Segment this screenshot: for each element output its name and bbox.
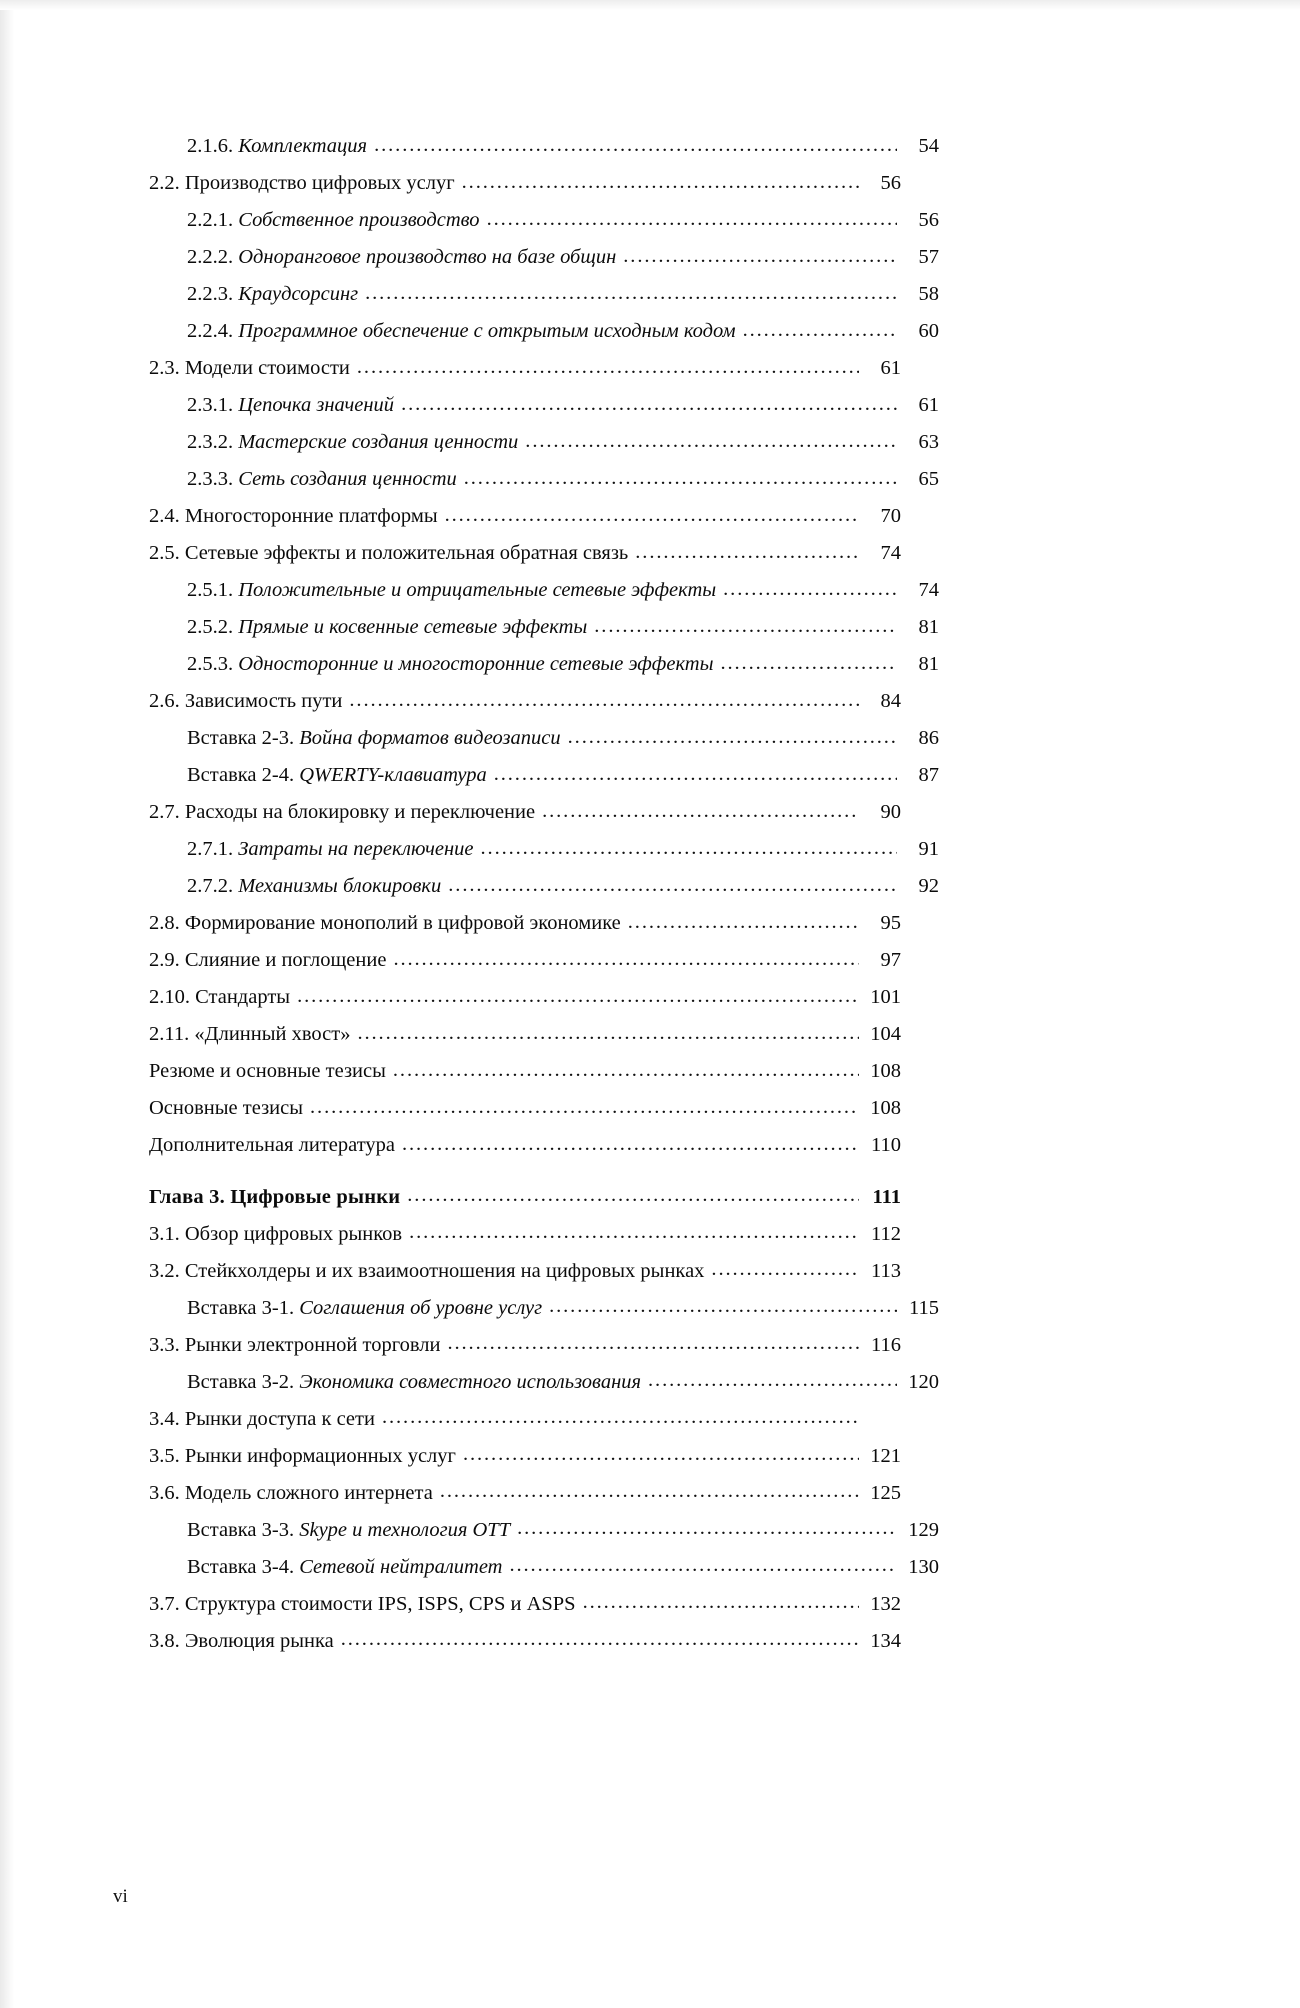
toc-entry[interactable] xyxy=(149,284,939,305)
toc-entry-page-number: 108 xyxy=(870,1097,901,1119)
toc-entry-title: Прямые и косвенные сетевые эффекты xyxy=(238,616,588,638)
toc-entry-label xyxy=(187,321,743,342)
toc-entry-label xyxy=(187,580,723,601)
toc-entry-number: Вставка 3-4. xyxy=(187,1555,295,1578)
toc-entry-label xyxy=(187,1557,509,1578)
toc-entry-page-number: 97 xyxy=(880,949,901,971)
toc-entry-number: 2.7.1. xyxy=(187,838,234,860)
toc-dot-leader xyxy=(374,136,897,157)
toc-dot-leader xyxy=(509,1557,897,1578)
toc-entry-page-number: 86 xyxy=(918,727,939,749)
toc-entry[interactable] xyxy=(149,321,939,342)
toc-entry-label xyxy=(187,284,365,305)
toc-entry-number: 2.6. xyxy=(149,690,180,712)
toc-entry-title: Резюме и основные тезисы xyxy=(149,1060,386,1082)
toc-entry-number: 2.5.3. xyxy=(187,653,234,675)
toc-dot-leader xyxy=(393,950,859,971)
toc-dot-leader xyxy=(409,1224,859,1245)
scan-edge-top xyxy=(0,0,1300,10)
toc-entry-label xyxy=(149,1024,357,1045)
table-of-contents xyxy=(149,135,939,1668)
toc-entry[interactable] xyxy=(149,1631,901,1652)
toc-entry-page-number: 60 xyxy=(918,320,939,342)
toc-dot-leader xyxy=(393,1061,859,1082)
toc-dot-leader xyxy=(401,395,897,416)
toc-entry-title: Модели стоимости xyxy=(184,357,350,379)
toc-entry-title: Эволюция рынка xyxy=(184,1629,334,1652)
toc-entry[interactable] xyxy=(149,728,939,749)
toc-entry-number: 2.3.1. xyxy=(187,394,234,416)
toc-dot-leader xyxy=(743,321,897,342)
toc-entry-page-number: 81 xyxy=(918,616,939,638)
toc-entry-number: 3.1. xyxy=(149,1222,180,1245)
toc-dot-leader xyxy=(594,617,897,638)
toc-entry-label xyxy=(149,1224,409,1245)
toc-entry-page-number: 110 xyxy=(871,1134,901,1156)
toc-entry[interactable] xyxy=(149,358,901,379)
toc-dot-leader xyxy=(525,432,897,453)
toc-entry-label xyxy=(149,1483,440,1504)
toc-dot-leader xyxy=(341,1631,859,1652)
toc-dot-leader xyxy=(357,358,859,379)
toc-entry-label xyxy=(187,1372,648,1393)
toc-entry-page-number: 121 xyxy=(870,1444,901,1467)
toc-dot-leader xyxy=(464,469,897,490)
toc-entry-number: 2.5.1. xyxy=(187,579,234,601)
toc-entry-title: Стейкхолдеры и их взаимоотношения на цифровых рынках xyxy=(184,1259,705,1282)
toc-dot-leader xyxy=(635,543,859,564)
toc-entry-number: 2.7. xyxy=(149,801,180,823)
toc-entry-page-number: 57 xyxy=(918,246,939,268)
toc-entry[interactable] xyxy=(149,1372,939,1393)
toc-entry-label xyxy=(149,173,462,194)
toc-entry-page-number: 101 xyxy=(870,986,901,1008)
toc-entry-page-number: 129 xyxy=(908,1518,939,1541)
toc-entry-label xyxy=(149,1135,402,1156)
toc-entry-title: Структура стоимости IPS, ISPS, CPS и ASPS xyxy=(184,1592,576,1615)
toc-entry-label xyxy=(149,1061,393,1082)
toc-dot-leader xyxy=(382,1409,859,1430)
toc-dot-leader xyxy=(720,654,897,675)
toc-entry-label xyxy=(149,1335,447,1356)
toc-dot-leader xyxy=(628,913,859,934)
toc-entry-number: 2.2. xyxy=(149,172,180,194)
toc-dot-leader xyxy=(723,580,897,601)
toc-entry-page-number: 65 xyxy=(918,468,939,490)
toc-entry[interactable] xyxy=(149,1098,901,1119)
toc-entry-number: Вставка 2-4. xyxy=(187,764,295,786)
toc-entry[interactable] xyxy=(149,173,901,194)
toc-entry[interactable] xyxy=(149,839,939,860)
toc-entry-title: Затраты на переключение xyxy=(238,838,474,860)
toc-entry-number: Глава 3. xyxy=(149,1185,225,1208)
toc-entry-title: Обзор цифровых рынков xyxy=(184,1222,403,1245)
toc-entry-title: Модель сложного интернета xyxy=(184,1481,433,1504)
toc-entry-page-number: 70 xyxy=(880,505,901,527)
toc-entry-label xyxy=(149,913,628,934)
toc-entry-label xyxy=(149,506,445,527)
toc-dot-leader xyxy=(310,1098,859,1119)
toc-entry-label xyxy=(149,1098,310,1119)
toc-dot-leader xyxy=(568,728,897,749)
toc-entry-page-number: 108 xyxy=(870,1060,901,1082)
toc-entry-number: Вставка 2-3. xyxy=(187,727,295,749)
toc-dot-leader xyxy=(487,210,897,231)
toc-dot-leader xyxy=(542,802,859,823)
toc-entry[interactable] xyxy=(149,1298,939,1319)
toc-entry-number: 3.4. xyxy=(149,1407,180,1430)
toc-entry-title: Цифровые рынки xyxy=(230,1185,401,1208)
toc-entry-title: Дополнительная литература xyxy=(149,1134,395,1156)
toc-entry[interactable] xyxy=(149,1483,901,1504)
toc-entry-page-number: 87 xyxy=(918,764,939,786)
toc-dot-leader xyxy=(407,1187,859,1208)
toc-entry-number: 2.10. xyxy=(149,986,190,1008)
toc-entry-number: 3.7. xyxy=(149,1592,180,1615)
toc-entry-label xyxy=(149,358,357,379)
toc-entry-number: 2.2.1. xyxy=(187,209,234,231)
toc-entry-page-number: 104 xyxy=(870,1023,901,1045)
toc-entry-page-number: 54 xyxy=(918,135,939,157)
toc-entry-title: Положительные и отрицательные сетевые эффекты xyxy=(238,579,717,601)
toc-entry[interactable] xyxy=(149,802,901,823)
toc-entry-page-number: 61 xyxy=(880,357,901,379)
toc-dot-leader xyxy=(349,691,859,712)
toc-entry-label xyxy=(149,802,542,823)
toc-entry-title: Цепочка значений xyxy=(238,394,395,416)
toc-entry-page-number: 74 xyxy=(918,579,939,601)
toc-entry-title: Производство цифровых услуг xyxy=(184,172,455,194)
toc-entry[interactable] xyxy=(149,654,939,675)
toc-entry-page-number: 84 xyxy=(880,690,901,712)
toc-entry-page-number: 81 xyxy=(918,653,939,675)
toc-dot-leader xyxy=(494,765,897,786)
toc-entry-title: «Длинный хвост» xyxy=(194,1023,351,1045)
toc-entry[interactable] xyxy=(149,1409,901,1430)
toc-entry[interactable] xyxy=(149,876,939,897)
toc-entry-label xyxy=(149,1594,583,1615)
toc-entry-label xyxy=(187,876,448,897)
toc-entry[interactable] xyxy=(149,1520,939,1541)
toc-entry-page-number: 74 xyxy=(880,542,901,564)
toc-entry-number: Вставка 3-2. xyxy=(187,1370,295,1393)
toc-entry[interactable] xyxy=(149,1261,901,1282)
toc-entry-page-number: 132 xyxy=(870,1592,901,1615)
toc-entry-number: 3.8. xyxy=(149,1629,180,1652)
toc-entry-title: Сетевой нейтралитет xyxy=(299,1555,503,1578)
toc-entry[interactable] xyxy=(149,210,939,231)
toc-entry-number: 2.11. xyxy=(149,1023,190,1045)
toc-entry[interactable] xyxy=(149,1335,901,1356)
toc-entry-page-number: 91 xyxy=(918,838,939,860)
toc-entry[interactable] xyxy=(149,543,901,564)
toc-entry-number: 3.6. xyxy=(149,1481,180,1504)
toc-dot-leader xyxy=(623,247,897,268)
toc-entry-label xyxy=(149,543,635,564)
toc-entry-page-number: 56 xyxy=(918,209,939,231)
toc-entry-title: Сетевые эффекты и положительная обратная связь xyxy=(184,542,629,564)
toc-entry-page-number: 130 xyxy=(908,1555,939,1578)
toc-entry-title: Комплектация xyxy=(238,135,368,157)
toc-entry-label xyxy=(187,839,481,860)
toc-entry[interactable] xyxy=(149,247,939,268)
toc-entry-title: Соглашения об уровне услуг xyxy=(299,1296,543,1319)
toc-entry-title: Формирование монополий в цифровой экономике xyxy=(184,912,621,934)
toc-entry-page-number: 113 xyxy=(871,1259,901,1282)
toc-entry-page-number: 125 xyxy=(870,1481,901,1504)
toc-entry-label xyxy=(187,247,623,268)
toc-entry[interactable] xyxy=(149,691,901,712)
toc-dot-leader xyxy=(583,1594,859,1615)
toc-entry[interactable] xyxy=(149,1224,901,1245)
toc-entry-number: 2.3. xyxy=(149,357,180,379)
toc-entry[interactable] xyxy=(149,1135,901,1156)
toc-entry-label xyxy=(187,210,487,231)
toc-entry-title: Односторонние и многосторонние сетевые эффекты xyxy=(238,653,714,675)
toc-entry-title: Рынки информационных услуг xyxy=(184,1444,456,1467)
toc-dot-leader xyxy=(481,839,897,860)
toc-entry-label xyxy=(187,1520,517,1541)
toc-entry-label xyxy=(187,765,494,786)
toc-entry-title: Стандарты xyxy=(195,986,291,1008)
toc-entry[interactable] xyxy=(149,432,939,453)
toc-entry-page-number: 111 xyxy=(872,1185,901,1208)
toc-entry[interactable] xyxy=(149,1024,901,1045)
toc-entry-label xyxy=(187,136,374,157)
toc-entry-number: 2.8. xyxy=(149,912,180,934)
toc-entry-number: 2.7.2. xyxy=(187,875,234,897)
toc-entry-number: 2.3.2. xyxy=(187,431,234,453)
toc-entry-number: 3.3. xyxy=(149,1333,180,1356)
toc-dot-leader xyxy=(440,1483,859,1504)
toc-entry-label xyxy=(149,1261,711,1282)
toc-entry-label xyxy=(187,617,594,638)
toc-entry-label xyxy=(149,1631,341,1652)
toc-dot-leader xyxy=(648,1372,897,1393)
toc-entry-page-number: 134 xyxy=(870,1629,901,1652)
toc-entry-number: 2.2.2. xyxy=(187,246,234,268)
toc-entry-page-number: 116 xyxy=(871,1333,901,1356)
toc-entry-label xyxy=(187,728,568,749)
toc-entry-number: Вставка 3-1. xyxy=(187,1296,295,1319)
toc-entry-title: Многосторонние платформы xyxy=(184,505,438,527)
toc-entry-number: 3.5. xyxy=(149,1444,180,1467)
toc-dot-leader xyxy=(402,1135,859,1156)
toc-entry-title: Одноранговое производство на базе общин xyxy=(238,246,617,268)
toc-entry-label xyxy=(149,1187,407,1208)
toc-entry-page-number: 115 xyxy=(909,1296,939,1319)
toc-dot-leader xyxy=(445,506,859,527)
toc-dot-leader xyxy=(447,1335,859,1356)
toc-entry-page-number: 58 xyxy=(918,283,939,305)
toc-entry-label xyxy=(187,432,525,453)
toc-entry-title: Skype и технология ОТТ xyxy=(299,1518,511,1541)
toc-dot-leader xyxy=(517,1520,897,1541)
toc-entry-page-number: 92 xyxy=(918,875,939,897)
toc-entry-title: QWERTY-клавиатура xyxy=(299,764,487,786)
toc-entry-number: 2.3.3. xyxy=(187,468,234,490)
toc-entry-title: Война форматов видеозаписи xyxy=(299,727,561,749)
toc-entry-number: 3.2. xyxy=(149,1259,180,1282)
toc-entry[interactable] xyxy=(149,1446,901,1467)
toc-entry-title: Программное обеспечение с открытым исходным кодом xyxy=(238,320,736,342)
toc-entry-title: Зависимость пути xyxy=(184,690,343,712)
toc-entry-page-number: 56 xyxy=(880,172,901,194)
toc-entry-number: Вставка 3-3. xyxy=(187,1518,295,1541)
toc-entry-page-number: 61 xyxy=(918,394,939,416)
toc-entry[interactable] xyxy=(149,950,901,971)
toc-entry[interactable] xyxy=(149,1061,901,1082)
toc-entry-title: Сеть создания ценности xyxy=(238,468,457,490)
page-folio: vi xyxy=(113,1886,128,1907)
toc-entry-title: Механизмы блокировки xyxy=(238,875,442,897)
toc-entry-number: 2.9. xyxy=(149,949,180,971)
toc-entry-number: 2.5.2. xyxy=(187,616,234,638)
toc-entry[interactable] xyxy=(149,1594,901,1615)
toc-entry[interactable] xyxy=(149,580,939,601)
toc-entry-number: 2.4. xyxy=(149,505,180,527)
toc-entry[interactable] xyxy=(149,1557,939,1578)
toc-entry-label xyxy=(187,1298,549,1319)
toc-dot-leader xyxy=(463,1446,859,1467)
toc-entry-label xyxy=(187,395,401,416)
toc-entry-number: 2.1.6. xyxy=(187,135,234,157)
toc-entry-label xyxy=(149,987,297,1008)
toc-entry[interactable] xyxy=(149,987,901,1008)
toc-entry-title: Рынки электронной торговли xyxy=(184,1333,441,1356)
toc-entry-label xyxy=(149,1446,463,1467)
toc-entry[interactable] xyxy=(149,469,939,490)
toc-entry-page-number: 112 xyxy=(871,1222,901,1245)
toc-dot-leader xyxy=(448,876,897,897)
toc-entry-page-number: 120 xyxy=(908,1370,939,1393)
toc-entry-title: Основные тезисы xyxy=(149,1097,304,1119)
toc-entry-title: Слияние и поглощение xyxy=(184,949,387,971)
toc-entry[interactable] xyxy=(149,913,901,934)
toc-entry-title: Собственное производство xyxy=(238,209,480,231)
toc-entry-label xyxy=(149,1409,382,1430)
toc-entry-title: Экономика совместного использования xyxy=(299,1370,642,1393)
toc-entry-page-number: 90 xyxy=(880,801,901,823)
toc-dot-leader xyxy=(297,987,859,1008)
toc-dot-leader xyxy=(462,173,859,194)
toc-entry[interactable] xyxy=(149,395,939,416)
toc-entry[interactable] xyxy=(149,765,939,786)
toc-entry-page-number: 95 xyxy=(880,912,901,934)
toc-entry-title: Расходы на блокировку и переключение xyxy=(184,801,536,823)
toc-entry-number: 2.2.4. xyxy=(187,320,234,342)
toc-dot-leader xyxy=(357,1024,859,1045)
toc-entry-label xyxy=(187,654,720,675)
toc-entry-title: Краудсорсинг xyxy=(238,283,359,305)
toc-entry-number: 2.2.3. xyxy=(187,283,234,305)
toc-entry-number: 2.5. xyxy=(149,542,180,564)
toc-entry-label xyxy=(149,691,349,712)
toc-entry-title: Рынки доступа к сети xyxy=(184,1407,375,1430)
toc-entry[interactable] xyxy=(149,506,901,527)
scan-edge-left xyxy=(0,0,14,2008)
toc-dot-leader xyxy=(711,1261,859,1282)
toc-entry[interactable] xyxy=(149,1187,901,1208)
toc-entry[interactable] xyxy=(149,136,939,157)
toc-entry-label xyxy=(187,469,464,490)
toc-dot-leader xyxy=(549,1298,897,1319)
toc-dot-leader xyxy=(365,284,897,305)
toc-entry-label xyxy=(149,950,393,971)
toc-entry-page-number: 63 xyxy=(918,431,939,453)
toc-entry-title: Мастерские создания ценности xyxy=(238,431,519,453)
toc-entry[interactable] xyxy=(149,617,939,638)
